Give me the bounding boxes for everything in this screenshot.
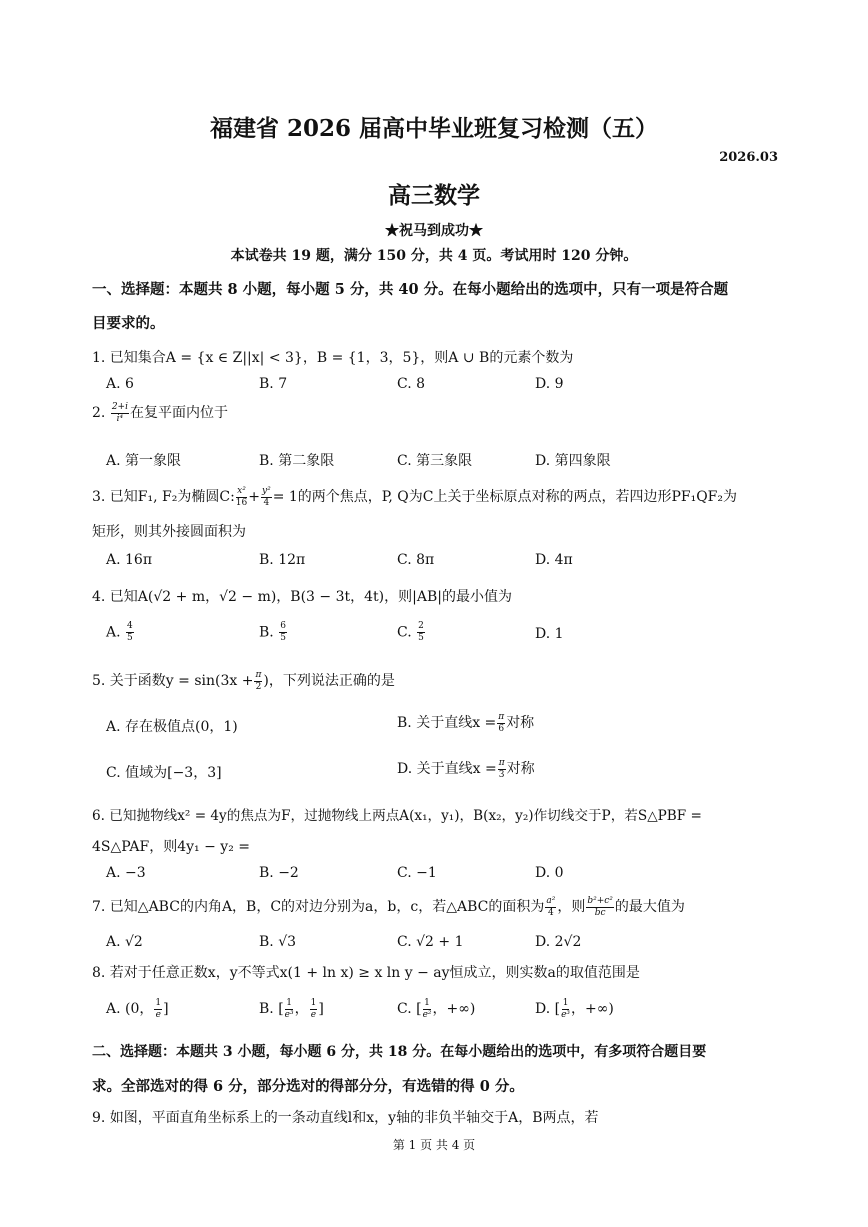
q3-fraction-1: [236, 487, 247, 508]
q8-option-c-fraction: [423, 999, 432, 1020]
q8-option-b-fraction-2: [310, 999, 318, 1020]
q7-option-b: B. √3: [259, 934, 297, 950]
q4-option-c-label: C.: [397, 624, 412, 641]
q3-fraction-2: [261, 487, 272, 508]
section1-heading-line2: 目要求的。: [92, 315, 165, 332]
q3-frac2-num: y²: [261, 485, 271, 496]
q7-option-d: D. 2√2: [535, 934, 582, 950]
q7-part1: 7. 已知△ABC的内角A，B，C的对边分别为a，b，c，若△ABC的面积为: [92, 899, 545, 915]
q8-option-b-comma: ，: [294, 1001, 309, 1017]
q8-option-b: [259, 998, 324, 1020]
q8-b-den2: e: [310, 1009, 317, 1020]
q5-option-b-text: B. 关于直线x =: [397, 715, 497, 731]
q8-option-b-fraction-1: [285, 999, 294, 1020]
q3-part1: 3. 已知F₁, F₂为椭圆C:: [92, 489, 235, 505]
q1-option-b: B. 7: [259, 376, 288, 392]
q5-frac-num: π: [255, 669, 262, 680]
q2-option-b: B. 第二象限: [259, 453, 335, 469]
subject-title: 高三数学: [388, 182, 480, 209]
q3-option-d: D. 4π: [535, 552, 573, 568]
q8-d-num: 1: [562, 997, 569, 1008]
q6-option-b: B. −2: [259, 865, 299, 881]
question-3-line2: 矩形，则其外接圆面积为: [92, 524, 246, 540]
q7-part3: 的最大值为: [614, 899, 685, 915]
q5-option-d-text: D. 关于直线x =: [397, 761, 497, 777]
q8-option-c: [397, 998, 475, 1020]
section1-heading-line1: 一、选择题：本题共 8 小题，每小题 5 分，共 40 分。在每小题给出的选项中，只有一项是符合题: [92, 281, 729, 298]
q5-frac-den: 2: [255, 681, 262, 692]
q4-c-num: 2: [418, 621, 424, 631]
q7-option-a: A. √2: [106, 934, 143, 950]
page-title: 福建省 2026 届高中毕业班复习检测（五）: [209, 115, 659, 142]
q1-option-c: C. 8: [397, 376, 426, 392]
q8-b-num1: 1: [286, 997, 292, 1008]
q3-option-a: A. 16π: [106, 552, 153, 568]
q6-option-a: A. −3: [106, 865, 146, 881]
q4-option-c: [397, 622, 426, 643]
q8-b-num2: 1: [310, 997, 317, 1008]
q8-b-den1: e³: [284, 1009, 294, 1020]
q3-frac1-den: 16: [235, 497, 248, 508]
q2-fraction: [111, 403, 129, 424]
q4-option-b: [259, 622, 288, 643]
q7-frac2-den: bc: [594, 907, 606, 918]
q4-b-den: 5: [280, 633, 286, 643]
q4-a-den: 5: [127, 633, 133, 643]
question-5: [92, 670, 395, 692]
q4-option-a-label: A.: [106, 624, 121, 641]
q8-a-den: e: [155, 1009, 161, 1020]
q1-option-d: D. 9: [535, 376, 564, 392]
q7-fraction-1: [545, 897, 556, 918]
exam-date: 2026.03: [719, 150, 778, 165]
q5-option-d-suffix: 对称: [506, 761, 535, 777]
q7-part2: ，则: [557, 899, 586, 915]
q8-c-num: 1: [424, 997, 430, 1008]
q5-part1: 5. 关于函数y = sin(3x +: [92, 673, 254, 689]
q4-option-b-fraction: [279, 622, 287, 643]
question-2: [92, 402, 228, 424]
q4-option-b-label: B.: [259, 624, 274, 641]
q7-fraction-2: [586, 897, 614, 918]
q8-option-d-suffix: ，+∞): [571, 1001, 614, 1017]
q8-d-den: e³: [561, 1009, 571, 1020]
question-6-line2: 4S△PAF，则4y₁ − y₂ =: [92, 839, 250, 855]
q8-option-a: [106, 998, 169, 1020]
question-4: 4. 已知A(√2 + m，√2 − m)，B(3 − 3t，4t)，则|AB|的最小值为: [92, 589, 512, 605]
q7-frac1-den: 4: [547, 907, 554, 918]
q2-option-a: A. 第一象限: [106, 453, 182, 469]
section2-heading-line1: 二、选择题：本题共 3 小题，每小题 6 分，共 18 分。在每小题给出的选项中，有多项符合题目要: [92, 1044, 707, 1060]
q5-b-num: π: [498, 711, 505, 722]
q4-c-den: 5: [418, 633, 424, 643]
q4-option-d: D. 1: [535, 626, 564, 642]
q8-c-den: e²: [422, 1009, 432, 1020]
q3-option-b: B. 12π: [259, 552, 306, 568]
q6-option-d: D. 0: [535, 865, 564, 881]
q2-frac-den: i⁴: [116, 413, 124, 424]
q5-d-num: π: [498, 757, 505, 768]
question-9: 9. 如图，平面直角坐标系上的一条动直线l和x，y轴的非负半轴交于A，B两点，若: [92, 1110, 599, 1126]
q8-option-b-suffix: ]: [318, 1001, 324, 1017]
q2-number: 2.: [92, 405, 106, 421]
q8-a-num: 1: [155, 997, 162, 1008]
q5-option-d-fraction: [498, 759, 506, 780]
q5-part2: )，下列说法正确的是: [263, 673, 395, 689]
exam-info: 本试卷共 19 题，满分 150 分，共 4 页。考试用时 120 分钟。: [230, 248, 638, 264]
q8-option-d-prefix: D. [: [535, 1001, 561, 1017]
q8-option-d: [535, 998, 614, 1020]
q4-option-a: [106, 622, 135, 643]
q5-b-den: 6: [498, 723, 505, 734]
q5-option-b-fraction: [497, 713, 505, 734]
question-6-line1: 6. 已知抛物线x² = 4y的焦点为F，过抛物线上两点A(x₁，y₁)，B(x₂，y₂)作切线交于P，若S△PBF =: [92, 808, 702, 824]
q4-b-num: 6: [280, 621, 286, 631]
q1-option-a: A. 6: [106, 376, 134, 392]
question-8: 8. 若对于任意正数x，y不等式x(1 + ln x) ≥ x ln y − ay恒成立，则实数a的取值范围是: [92, 965, 640, 981]
q7-frac1-num: a²: [546, 895, 556, 906]
q5-option-c: C. 值域为[−3，3]: [106, 765, 222, 781]
q5-fraction: [254, 671, 262, 692]
q5-option-a: A. 存在极值点(0，1): [106, 719, 238, 735]
q2-option-d: D. 第四象限: [535, 453, 611, 469]
q3-plus: +: [248, 489, 260, 505]
q7-frac2-num: b²+c²: [587, 895, 613, 906]
q8-option-b-prefix: B. [: [259, 1001, 284, 1017]
q4-a-num: 4: [127, 621, 133, 631]
q2-option-c: C. 第三象限: [397, 453, 473, 469]
q4-option-a-fraction: [126, 622, 134, 643]
q8-option-c-prefix: C. [: [397, 1001, 422, 1017]
q3-frac1-num: x²: [237, 485, 246, 496]
q5-d-den: 3: [498, 769, 505, 780]
question-7: [92, 896, 685, 918]
q8-option-a-prefix: A. (0，: [106, 1001, 154, 1017]
q3-part2: = 1的两个焦点，P, Q为C上关于坐标原点对称的两点，若四边形PF₁QF₂为: [272, 489, 737, 505]
q5-option-b-suffix: 对称: [506, 715, 535, 731]
q8-option-d-fraction: [561, 999, 570, 1020]
q3-frac2-den: 4: [263, 497, 270, 508]
section2-heading-line2: 求。全部选对的得 6 分，部分选对的得部分分，有选错的得 0 分。: [92, 1078, 524, 1095]
q8-option-c-suffix: ，+∞): [432, 1001, 476, 1017]
q8-option-a-fraction: [154, 999, 162, 1020]
q7-option-c: C. √2 + 1: [397, 934, 464, 950]
q5-option-b: [397, 712, 534, 734]
question-3-line1: [92, 486, 737, 508]
q8-option-a-suffix: ]: [163, 1001, 169, 1017]
q4-option-c-fraction: [417, 622, 425, 643]
q2-text: 在复平面内位于: [129, 405, 228, 421]
q5-option-d: [397, 758, 535, 780]
question-1: 1. 已知集合A = {x ∈ Z||x| < 3}，B = {1，3，5}，则A ∪ B的元素个数为: [92, 350, 574, 366]
q6-option-c: C. −1: [397, 865, 437, 881]
motto: ★祝马到成功★: [385, 223, 483, 239]
q2-frac-num: 2+i: [111, 401, 128, 412]
page-footer: 第 1 页 共 4 页: [392, 1138, 476, 1152]
q3-option-c: C. 8π: [397, 552, 435, 568]
